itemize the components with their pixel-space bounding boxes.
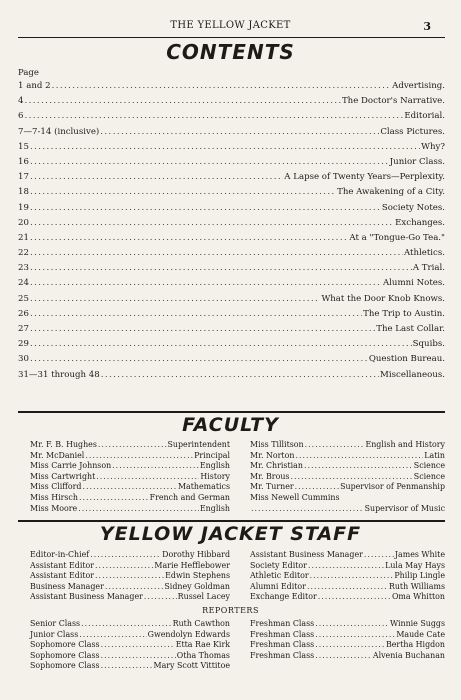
reporter-role: Bertha Higdon xyxy=(385,640,445,650)
dot-leader xyxy=(30,324,375,334)
contents-entry xyxy=(18,309,445,324)
staff-member xyxy=(250,582,445,593)
staff-member-role: Russel Lacey xyxy=(177,592,230,602)
dot-leader xyxy=(30,339,412,349)
entry-page: 17 xyxy=(18,172,29,183)
contents-entry xyxy=(18,187,445,202)
running-header xyxy=(0,20,461,36)
dot-leader xyxy=(96,472,199,481)
dot-leader xyxy=(30,187,336,197)
faculty-member xyxy=(30,493,230,504)
staff-member xyxy=(250,571,445,582)
faculty-member-role: English and History xyxy=(365,440,445,449)
contents-entry xyxy=(18,218,445,233)
faculty-member-role: Science xyxy=(413,471,445,481)
dot-leader xyxy=(100,127,379,137)
entry-title: What the Door Knob Knows. xyxy=(321,293,445,304)
faculty-member-role: History xyxy=(200,471,230,481)
entry-title: Why? xyxy=(421,141,445,152)
dot-leader xyxy=(85,451,193,460)
dot-leader xyxy=(307,582,388,591)
dot-leader xyxy=(290,472,412,481)
dot-leader xyxy=(24,96,340,106)
contents-entry xyxy=(18,157,445,172)
faculty-member xyxy=(250,472,445,483)
reporter xyxy=(30,619,230,630)
dot-leader xyxy=(30,172,283,182)
entry-title: Class Pictures. xyxy=(380,126,445,137)
reporter-role: Winnie Suggs xyxy=(390,619,445,628)
contents-entry xyxy=(18,111,445,126)
faculty-member-name: Miss Clifford xyxy=(30,482,82,492)
staff-member-name: Assistant Business Manager xyxy=(30,592,143,602)
dot-leader xyxy=(98,440,167,449)
faculty-member xyxy=(250,493,445,504)
contents-entry xyxy=(18,294,445,309)
staff-left-column xyxy=(30,550,230,603)
faculty-member-role: Latin xyxy=(424,450,445,460)
reporter-name: Sophomore Class xyxy=(30,650,100,660)
dot-leader xyxy=(101,651,176,660)
entry-page: 22 xyxy=(18,248,29,259)
entry-title: The Awakening of a City. xyxy=(337,187,445,198)
dot-leader xyxy=(79,493,149,502)
faculty-member-name: Mr. F. B. Hughes xyxy=(30,440,97,449)
reporter-role: Otha Thomas xyxy=(176,650,230,660)
staff-member xyxy=(250,592,445,603)
entry-title: Athletics. xyxy=(403,248,445,259)
staff-member xyxy=(250,561,445,572)
contents-entry xyxy=(18,324,445,339)
staff-member-name: Business Manager xyxy=(30,581,104,591)
staff-member-name: Exchange Editor xyxy=(250,592,317,602)
reporter-name: Freshman Class xyxy=(250,640,315,650)
reporter-role: Mary Scott Vittitoe xyxy=(153,661,230,671)
dot-leader xyxy=(295,482,339,491)
reporter-role: Etta Rae Kirk xyxy=(175,640,230,650)
contents-entry xyxy=(18,81,445,96)
dot-leader xyxy=(82,482,176,491)
entry-page: 6 xyxy=(18,111,24,122)
entry-page: 27 xyxy=(18,324,29,334)
dot-leader xyxy=(90,550,161,559)
entry-title: The Last Collar. xyxy=(376,324,445,334)
dot-leader xyxy=(251,504,364,513)
entry-page: 4 xyxy=(18,96,24,107)
faculty-heading: FACULTY xyxy=(182,414,279,436)
entry-title: A Lapse of Twenty Years—Perplexity. xyxy=(284,172,445,183)
contents-entry xyxy=(18,370,445,385)
staff-member xyxy=(30,571,230,582)
faculty-member xyxy=(250,504,445,515)
staff-member-name: Society Editor xyxy=(250,560,307,570)
staff-right-column xyxy=(250,550,445,603)
staff-top-rule xyxy=(18,520,445,522)
faculty-member xyxy=(250,461,445,472)
reporter xyxy=(30,661,230,672)
dot-leader xyxy=(30,142,420,152)
faculty-member-name: Miss Carrie Johnson xyxy=(30,461,112,471)
entry-page: 20 xyxy=(18,217,29,228)
dot-leader xyxy=(295,451,423,460)
reporter-name: Sophomore Class xyxy=(30,640,100,650)
entry-title: The Doctor's Narrative. xyxy=(341,96,445,107)
contents-entry xyxy=(18,203,445,218)
reporter-name: Senior Class xyxy=(30,619,81,628)
faculty-member-role: English xyxy=(199,503,230,513)
dot-leader xyxy=(318,592,391,601)
faculty-left-column xyxy=(30,440,230,514)
staff-member-role: Ruth Williams xyxy=(388,581,445,591)
faculty-member xyxy=(250,451,445,462)
dot-leader xyxy=(30,263,412,273)
entry-page: 1 and 2 xyxy=(18,81,51,91)
header-rule xyxy=(18,37,445,38)
faculty-member-role: English xyxy=(199,461,230,471)
dot-leader xyxy=(101,640,175,649)
entry-title: Junior Class. xyxy=(389,156,445,167)
faculty-member-role: Principal xyxy=(194,450,230,460)
entry-page: 19 xyxy=(18,202,29,213)
faculty-top-rule xyxy=(18,411,445,413)
reporter-role: Gwendolyn Edwards xyxy=(147,629,230,639)
reporter-name: Freshman Class xyxy=(250,619,315,628)
dot-leader xyxy=(24,111,403,121)
faculty-member xyxy=(30,504,230,515)
entry-title: Society Notes. xyxy=(381,202,445,213)
dot-leader xyxy=(310,571,394,580)
publication-title: THE YELLOW JACKET xyxy=(170,20,291,31)
entry-page: 30 xyxy=(18,354,29,365)
reporters-heading: REPORTERS xyxy=(202,606,259,615)
dot-leader xyxy=(364,550,394,559)
staff-member xyxy=(30,561,230,572)
entry-title: Squibs. xyxy=(412,339,445,350)
entry-page: 18 xyxy=(18,187,29,198)
reporter xyxy=(30,630,230,641)
dot-leader xyxy=(315,651,372,660)
staff-member xyxy=(250,550,445,561)
dot-leader xyxy=(30,157,389,167)
dot-leader xyxy=(30,278,382,288)
dot-leader xyxy=(81,619,172,628)
faculty-member xyxy=(250,482,445,493)
reporter-name: Freshman Class xyxy=(250,629,315,639)
faculty-member-role: French and German xyxy=(149,492,230,502)
entry-title: Alumni Notes. xyxy=(382,278,445,289)
faculty-member-name: Mr. Turner xyxy=(250,482,294,492)
entry-page: 16 xyxy=(18,156,29,167)
faculty-member-name: Miss Moore xyxy=(30,503,78,513)
staff-member-role: Marie Hefflebower xyxy=(154,560,230,570)
dot-leader xyxy=(112,461,199,470)
faculty-right-column xyxy=(250,440,445,514)
entry-page: 31—31 through 48 xyxy=(18,369,100,380)
faculty-member-role: Superintendent xyxy=(167,440,230,449)
entry-page: 21 xyxy=(18,232,29,243)
contents-entry xyxy=(18,354,445,369)
staff-member xyxy=(30,550,230,561)
contents-entry xyxy=(18,142,445,157)
faculty-member xyxy=(250,440,445,451)
page-column-label: Page xyxy=(18,68,39,78)
contents-heading: CONTENTS xyxy=(166,40,295,64)
reporter xyxy=(250,651,445,662)
reporter-name: Sophomore Class xyxy=(30,661,100,671)
contents-entry xyxy=(18,96,445,111)
entry-title: A Trial. xyxy=(412,263,445,274)
dot-leader xyxy=(30,309,362,319)
dot-leader xyxy=(30,203,381,213)
faculty-member-role: Mathematics xyxy=(177,482,230,492)
reporter-name: Freshman Class xyxy=(250,650,315,660)
staff-member-role: Edwin Stephens xyxy=(165,571,230,581)
staff-heading: YELLOW JACKET STAFF xyxy=(99,523,362,545)
reporter xyxy=(30,651,230,662)
faculty-member-role: Supervisor of Music xyxy=(364,503,445,513)
contents-list xyxy=(18,81,445,385)
staff-member-name: Athletic Editor xyxy=(250,571,309,581)
entry-title: At a "Tongue-Go Tea." xyxy=(349,232,445,243)
dot-leader xyxy=(30,248,403,258)
staff-member-name: Alumni Editor xyxy=(250,581,306,591)
staff-member xyxy=(30,592,230,603)
entry-title: Question Bureau. xyxy=(368,354,445,365)
staff-member-role: Sidney Goldman xyxy=(164,581,230,591)
dot-leader xyxy=(101,661,153,670)
dot-leader xyxy=(30,233,348,243)
dot-leader xyxy=(78,504,199,513)
faculty-member xyxy=(30,461,230,472)
faculty-member-name: Miss Cartwright xyxy=(30,471,96,481)
entry-page: 25 xyxy=(18,293,29,304)
dot-leader xyxy=(305,440,365,449)
dot-leader xyxy=(30,354,368,364)
dot-leader xyxy=(315,640,385,649)
contents-entry xyxy=(18,172,445,187)
reporter xyxy=(250,640,445,651)
faculty-member-role: Supervisor of Penmanship xyxy=(340,482,445,492)
contents-entry xyxy=(18,278,445,293)
reporter xyxy=(30,640,230,651)
reporter-name: Junior Class xyxy=(30,629,79,639)
entry-page: 7—7-14 (inclusive) xyxy=(18,126,100,137)
dot-leader xyxy=(144,592,177,601)
entry-title: Editorial. xyxy=(404,111,445,122)
reporter-role: Ruth Cawthon xyxy=(172,619,230,628)
dot-leader xyxy=(308,561,384,570)
entry-page: 29 xyxy=(18,339,29,350)
faculty-member-name: Mr. Norton xyxy=(250,450,295,460)
dot-leader xyxy=(30,218,394,228)
staff-member-role: James White xyxy=(394,550,445,559)
entry-title: Advertising. xyxy=(392,81,445,91)
dot-leader xyxy=(95,571,164,580)
staff-member-name: Editor-in-Chief xyxy=(30,550,90,559)
entry-page: 15 xyxy=(18,141,29,152)
faculty-member-name: Mr. McDaniel xyxy=(30,450,85,460)
faculty-member-role: Science xyxy=(413,461,445,471)
dot-leader xyxy=(101,370,379,380)
reporter-role: Maude Cate xyxy=(396,629,445,639)
faculty-member-name: Mr. Christian xyxy=(250,461,303,471)
entry-title: Miscellaneous. xyxy=(380,369,445,380)
faculty-member-name: Miss Tillitson xyxy=(250,440,304,449)
staff-member-name: Assistant Business Manager xyxy=(250,550,363,559)
dot-leader xyxy=(52,81,392,91)
staff-member xyxy=(30,582,230,593)
contents-entry xyxy=(18,339,445,354)
entry-page: 26 xyxy=(18,308,29,319)
dot-leader xyxy=(95,561,153,570)
dot-leader xyxy=(105,582,164,591)
faculty-member-name: Miss Hirsch xyxy=(30,492,78,502)
reporter-role: Alvenia Buchanan xyxy=(372,650,445,660)
contents-entry xyxy=(18,127,445,142)
entry-title: The Trip to Austin. xyxy=(363,308,445,319)
staff-member-role: Oma Whitton xyxy=(391,592,445,602)
entry-page: 24 xyxy=(18,278,29,289)
faculty-member-name: Mr. Brous xyxy=(250,471,290,481)
faculty-member xyxy=(30,451,230,462)
dot-leader xyxy=(30,294,321,304)
staff-member-name: Assistant Editor xyxy=(30,560,95,570)
page-number: 3 xyxy=(423,20,431,33)
reporter xyxy=(250,619,445,630)
dot-leader xyxy=(315,630,395,639)
entry-title: Exchanges. xyxy=(395,217,445,228)
faculty-member xyxy=(30,440,230,451)
dot-leader xyxy=(315,619,389,628)
entry-page: 23 xyxy=(18,263,29,274)
staff-member-role: Lula May Hays xyxy=(385,560,445,570)
contents-entry xyxy=(18,248,445,263)
faculty-member xyxy=(30,482,230,493)
contents-entry xyxy=(18,263,445,278)
dot-leader xyxy=(304,461,413,470)
contents-entry xyxy=(18,233,445,248)
staff-member-role: Philip Lingle xyxy=(394,571,445,581)
dot-leader xyxy=(79,630,146,639)
faculty-member xyxy=(30,472,230,483)
faculty-member-name: Miss Newell Cummins xyxy=(250,492,340,502)
staff-member-role: Dorothy Hibbard xyxy=(162,550,230,559)
reporters-right-column xyxy=(250,619,445,661)
reporter xyxy=(250,630,445,641)
staff-member-name: Assistant Editor xyxy=(30,571,95,581)
reporters-left-column xyxy=(30,619,230,672)
